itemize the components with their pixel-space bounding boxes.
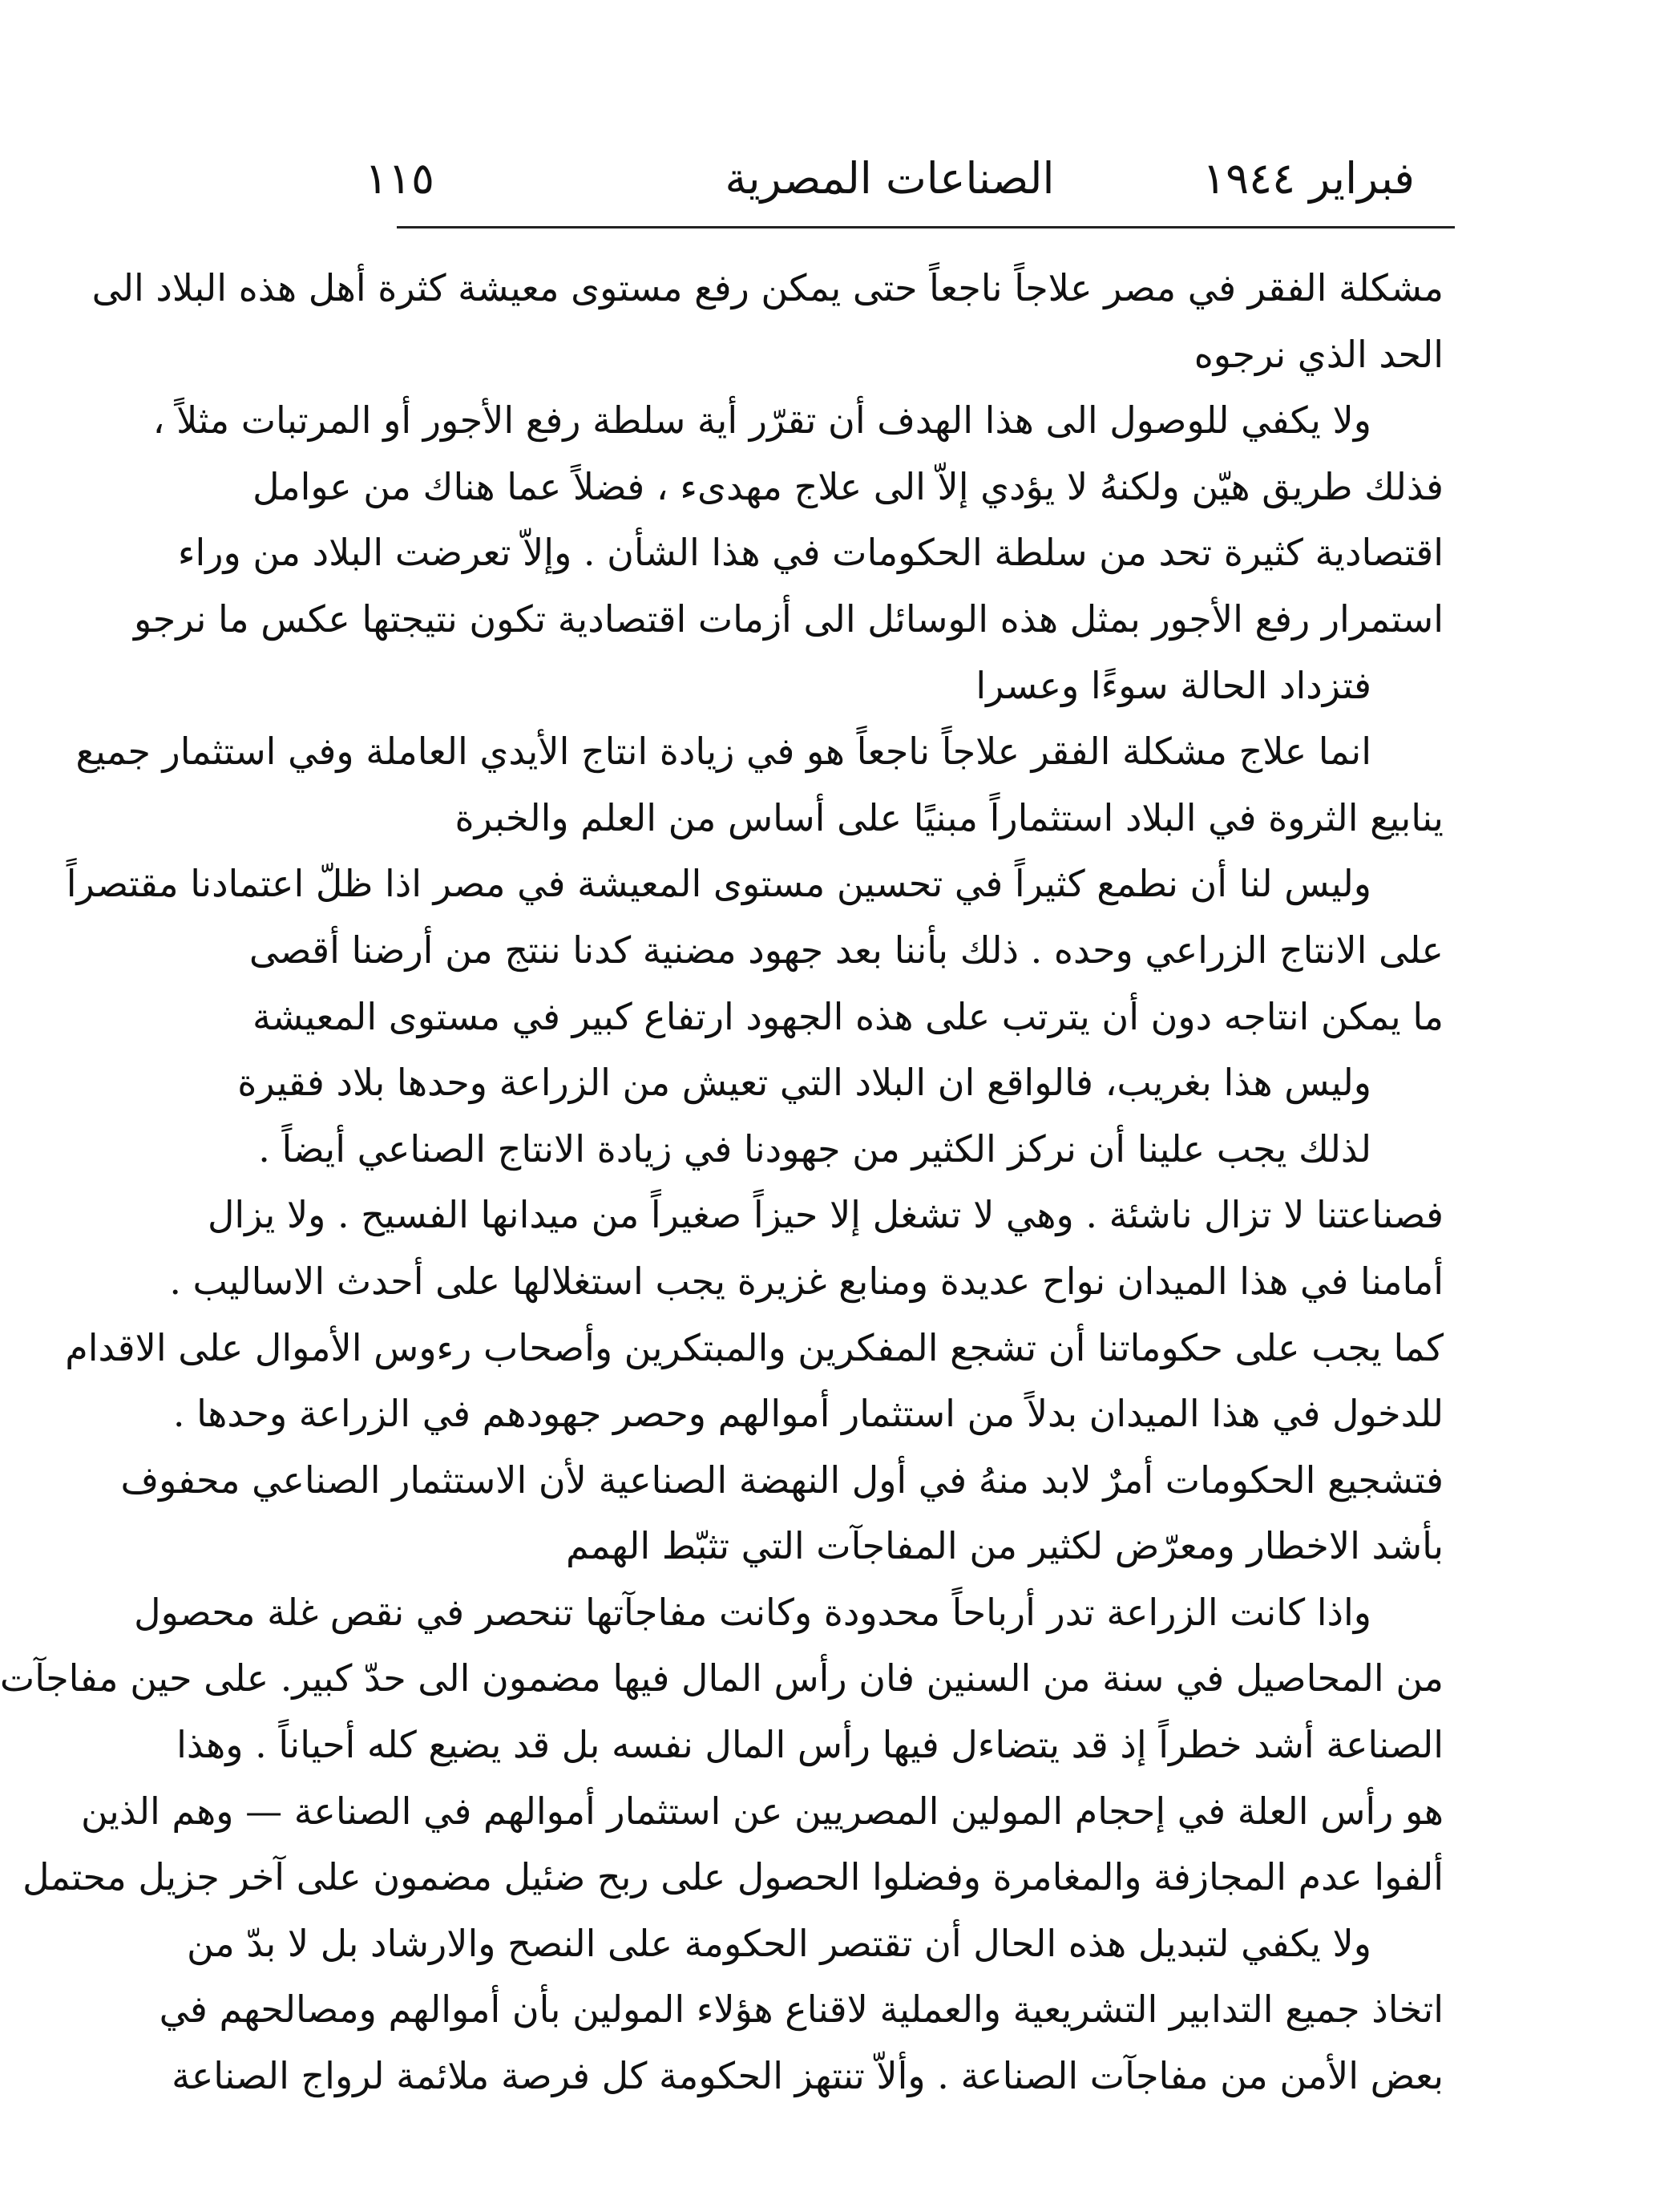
text-line: ما يمكن انتاجه دون أن يترتب على هذه الجهود ارتفاع كبير في مستوى المعيشة — [252, 994, 1444, 1038]
text-line: لذلك يجب علينا أن نركز الكثير من جهودنا في زيادة الانتاج الصناعي أيضاً . — [258, 1126, 1371, 1171]
page-header — [357, 143, 1423, 215]
text-line: استمرار رفع الأجور بمثل هذه الوسائل الى أزمات اقتصادية تكون نتيجتها عكس ما نرجو — [134, 596, 1444, 641]
text-line: فصناعتنا لا تزال ناشئة . وهي لا تشغل إلا حيزاً صغيراً من ميدانها الفسيح . ولا يزال — [207, 1193, 1444, 1237]
text-line: اتخاذ جميع التدابير التشريعية والعملية لاقناع هؤلاء المولين بأن أموالهم ومصالحهم في — [159, 1988, 1444, 2032]
issue-date: فبراير ١٩٤٤ — [1202, 153, 1415, 204]
text-line: ينابيع الثروة في البلاد استثماراً مبنيًا على أساس من العلم والخبرة — [454, 795, 1444, 839]
journal-title: الصناعات المصرية — [725, 153, 1055, 204]
text-line: للدخول في هذا الميدان بدلاً من استثمار أموالهم وحصر جهودهم في الزراعة وحدها . — [172, 1392, 1444, 1436]
text-line: أمامنا في هذا الميدان نواح عديدة ومنابع غزيرة يجب استغلالها على أحدث الاساليب . — [169, 1259, 1444, 1303]
text-line: الصناعة أشد خطراً إذ قد يتضاءل فيها رأس المال نفسه بل قد يضيع كله أحياناً . وهذا — [176, 1723, 1444, 1767]
page-number: ١١٥ — [365, 153, 435, 204]
text-line: فتشجيع الحكومات أمرٌ لابد منهُ في أول النهضة الصناعية لأن الاستثمار الصناعي محفوف — [120, 1458, 1444, 1502]
text-line: هو رأس العلة في إحجام المولين المصريين عن استثمار أموالهم في الصناعة — وهم الذين — [81, 1789, 1444, 1833]
text-line: ولا يكفي للوصول الى هذا الهدف أن تقرّر أية سلطة رفع الأجور أو المرتبات مثلاً ، — [152, 398, 1371, 443]
text-line: بعض الأمن من مفاجآت الصناعة . وألاّ تنتهز الحكومة كل فرصة ملائمة لرواج الصناعة — [172, 2054, 1444, 2098]
text-line: على الانتاج الزراعي وحده . ذلك بأننا بعد جهود مضنية كدنا ننتج من أرضنا أقصى — [248, 928, 1444, 972]
text-line: اقتصادية كثيرة تحد من سلطة الحكومات في هذا الشأن . وإلاّ تعرضت البلاد من وراء — [177, 531, 1444, 575]
text-line: كما يجب على حكوماتنا أن تشجع المفكرين والمبتكرين وأصحاب رءوس الأموال على الاقدام — [65, 1325, 1444, 1369]
text-line: ولا يكفي لتبديل هذه الحال أن تقتصر الحكومة على النصح والارشاد بل لا بدّ من — [187, 1921, 1371, 1965]
text-line: من المحاصيل في سنة من السنين فان رأس المال فيها مضمون الى حدّ كبير. على حين مفاجآت — [0, 1656, 1444, 1700]
text-line: واذا كانت الزراعة تدر أرباحاً محدودة وكانت مفاجآتها تنحصر في نقص غلة محصول — [134, 1590, 1371, 1634]
text-line: وليس هذا بغريب، فالواقع ان البلاد التي تعيش من الزراعة وحدها بلاد فقيرة — [237, 1061, 1371, 1105]
text-line: انما علاج مشكلة الفقر علاجاً ناجعاً هو في زيادة انتاج الأيدي العاملة وفي استثمار جميع — [75, 730, 1371, 774]
text-line: بأشد الاخطار ومعرّض لكثير من المفاجآت التي تثبّط الهمم — [565, 1524, 1444, 1568]
text-line: الحد الذي نرجوه — [1194, 332, 1444, 376]
text-line: فذلك طريق هيّن ولكنهُ لا يؤدي إلاّ الى علاج مهدىء ، فضلاً عما هناك من عوامل — [252, 464, 1444, 508]
article-body — [0, 255, 1444, 2109]
text-line: وليس لنا أن نطمع كثيراً في تحسين مستوى المعيشة في مصر اذا ظلّ اعتمادنا مقتصراً — [66, 862, 1371, 906]
text-line: ألفوا عدم المجازفة والمغامرة وفضلوا الحصول على ربح ضئيل مضمون على آخر جزيل محتمل — [22, 1855, 1444, 1899]
text-line: مشكلة الفقر في مصر علاجاً ناجعاً حتى يمكن رفع مستوى معيشة كثرة أهل هذه البلاد الى — [91, 266, 1444, 309]
text-line: فتزداد الحالة سوءًا وعسرا — [975, 663, 1371, 707]
header-divider — [397, 226, 1455, 228]
